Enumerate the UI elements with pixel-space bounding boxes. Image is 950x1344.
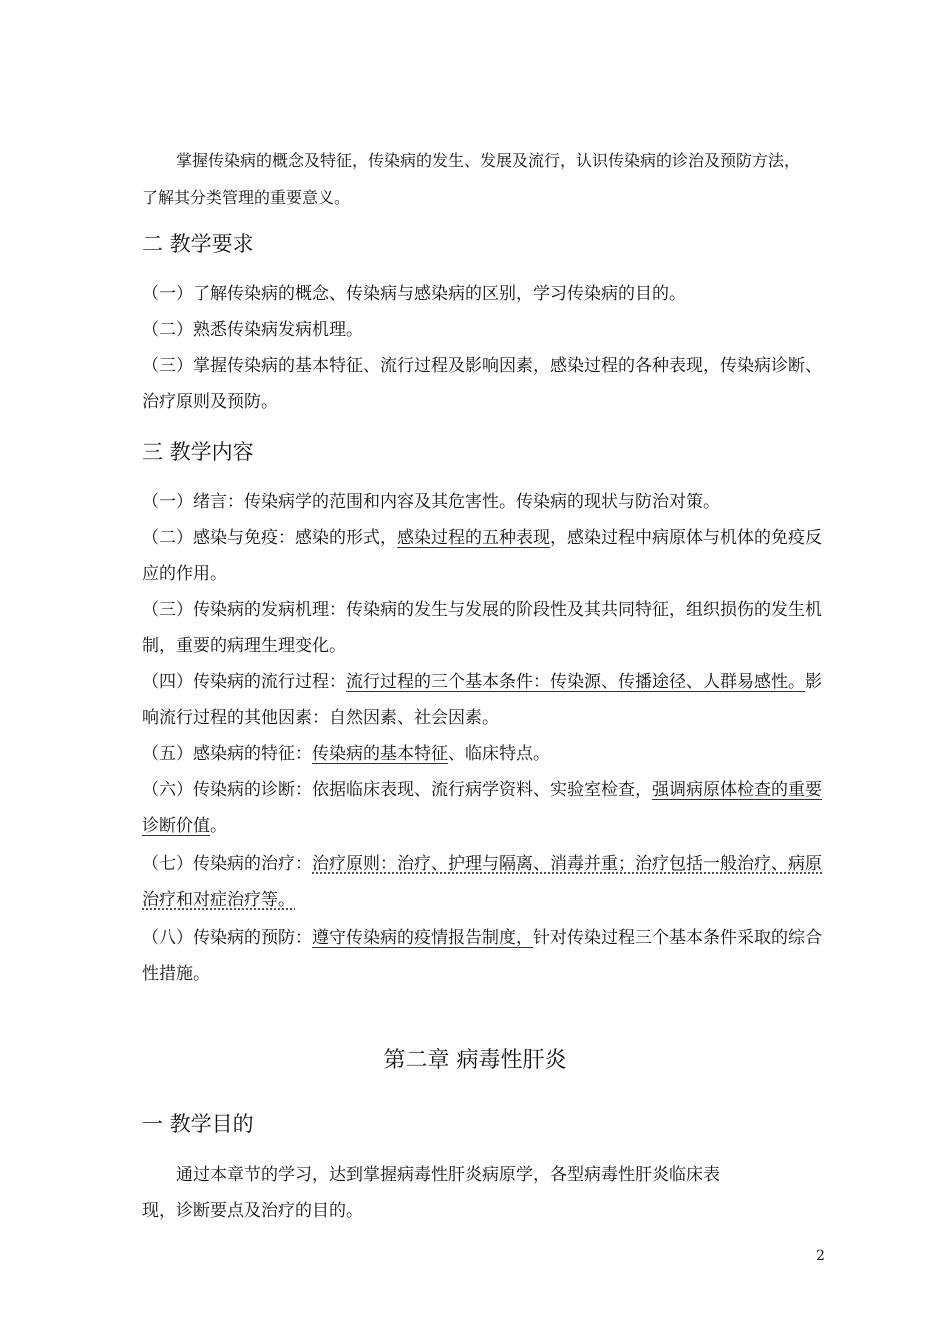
chapter-objective-paragraph (142, 1157, 822, 1229)
chapter-objective-line-2: 现，诊断要点及治疗的目的。 (142, 1201, 363, 1221)
content-item-5-tail: 、临床特点。 (448, 744, 550, 764)
intro-line-1: 掌握传染病的概念及特征，传染病的发生、发展及流行，认识传染病的诊治及预防方法， (176, 151, 801, 170)
content-item-4-underlined: 流行过程的三个基本条件：传染源、传播途径、人群易感性。 (346, 672, 805, 692)
content-item-7-underlined: 治疗原则：治疗、护理与隔离、消毒并重；治疗包括一般治疗、病原治疗和对症治疗等。 (142, 854, 822, 910)
content-item-2 (142, 520, 822, 592)
content-item-4-tail: 影响流行过程的其他因素：自然因素、社会因素。 (142, 672, 822, 728)
content-item-6-tail: 。 (210, 816, 227, 836)
content-item-5-lead: （五）感染病的特征： (142, 744, 312, 764)
content-item-4 (142, 664, 822, 736)
chapter-title: 第二章 病毒性肝炎 (383, 1048, 567, 1073)
content-item-8-tail: 针对传染过程三个基本条件采取的综合性措施。 (142, 928, 822, 984)
intro-line-2: 了解其分类管理的重要意义。 (142, 188, 351, 207)
content-item-6 (142, 772, 822, 844)
content-item-2-lead: （二）感染与免疫：感染的形式， (142, 528, 397, 548)
page-number: 2 (816, 1248, 825, 1264)
content-item-8-lead: （八）传染病的预防： (142, 928, 312, 948)
content-item-3: （三）传染病的发病机理：传染病的发生与发展的阶段性及其共同特征，组织损伤的发生机制，重要的病理生理变化。 (142, 600, 822, 656)
content-item-6-underlined: 强调病原体检查的重要诊断价值 (142, 780, 822, 836)
content-item-5-underlined: 传染病的基本特征 (312, 744, 448, 764)
section-heading-objectives: 一 教学目的 (142, 1112, 254, 1136)
content-item-7 (142, 846, 822, 918)
requirement-item-3: （三）掌握传染病的基本特征、流行过程及影响因素，感染过程的各种表现，传染病诊断、治疗原则及预防。 (142, 356, 822, 412)
content-item-7-lead: （七）传染病的治疗： (142, 854, 312, 874)
content-item-8-underlined: 遵守传染病的疫情报告制度， (312, 928, 533, 948)
content-item-2-tail: ，感染过程中病原体与机体的免疫反应的作用。 (142, 528, 822, 584)
content-item-1: （一）绪言：传染病学的范围和内容及其危害性。传染病的现状与防治对策。 (142, 492, 720, 512)
content-item-4-lead: （四）传染病的流行过程： (142, 672, 346, 692)
requirement-item-2: （二）熟悉传染病发病机理。 (142, 320, 363, 340)
requirement-item-1: （一）了解传染病的概念、传染病与感染病的区别，学习传染病的目的。 (142, 284, 686, 304)
chapter-objective-line-1: 通过本章节的学习，达到掌握病毒性肝炎病原学，各型病毒性肝炎临床表 (176, 1165, 720, 1185)
content-item-6-lead: （六）传染病的诊断：依据临床表现、流行病学资料、实验室检查， (142, 780, 652, 800)
intro-paragraph (142, 142, 842, 216)
section-heading-content: 三 教学内容 (142, 440, 254, 464)
content-item-8 (142, 920, 822, 992)
section-heading-requirements: 二 教学要求 (142, 232, 254, 256)
content-item-5 (142, 736, 822, 772)
content-item-2-underlined: 感染过程的五种表现 (397, 528, 550, 548)
